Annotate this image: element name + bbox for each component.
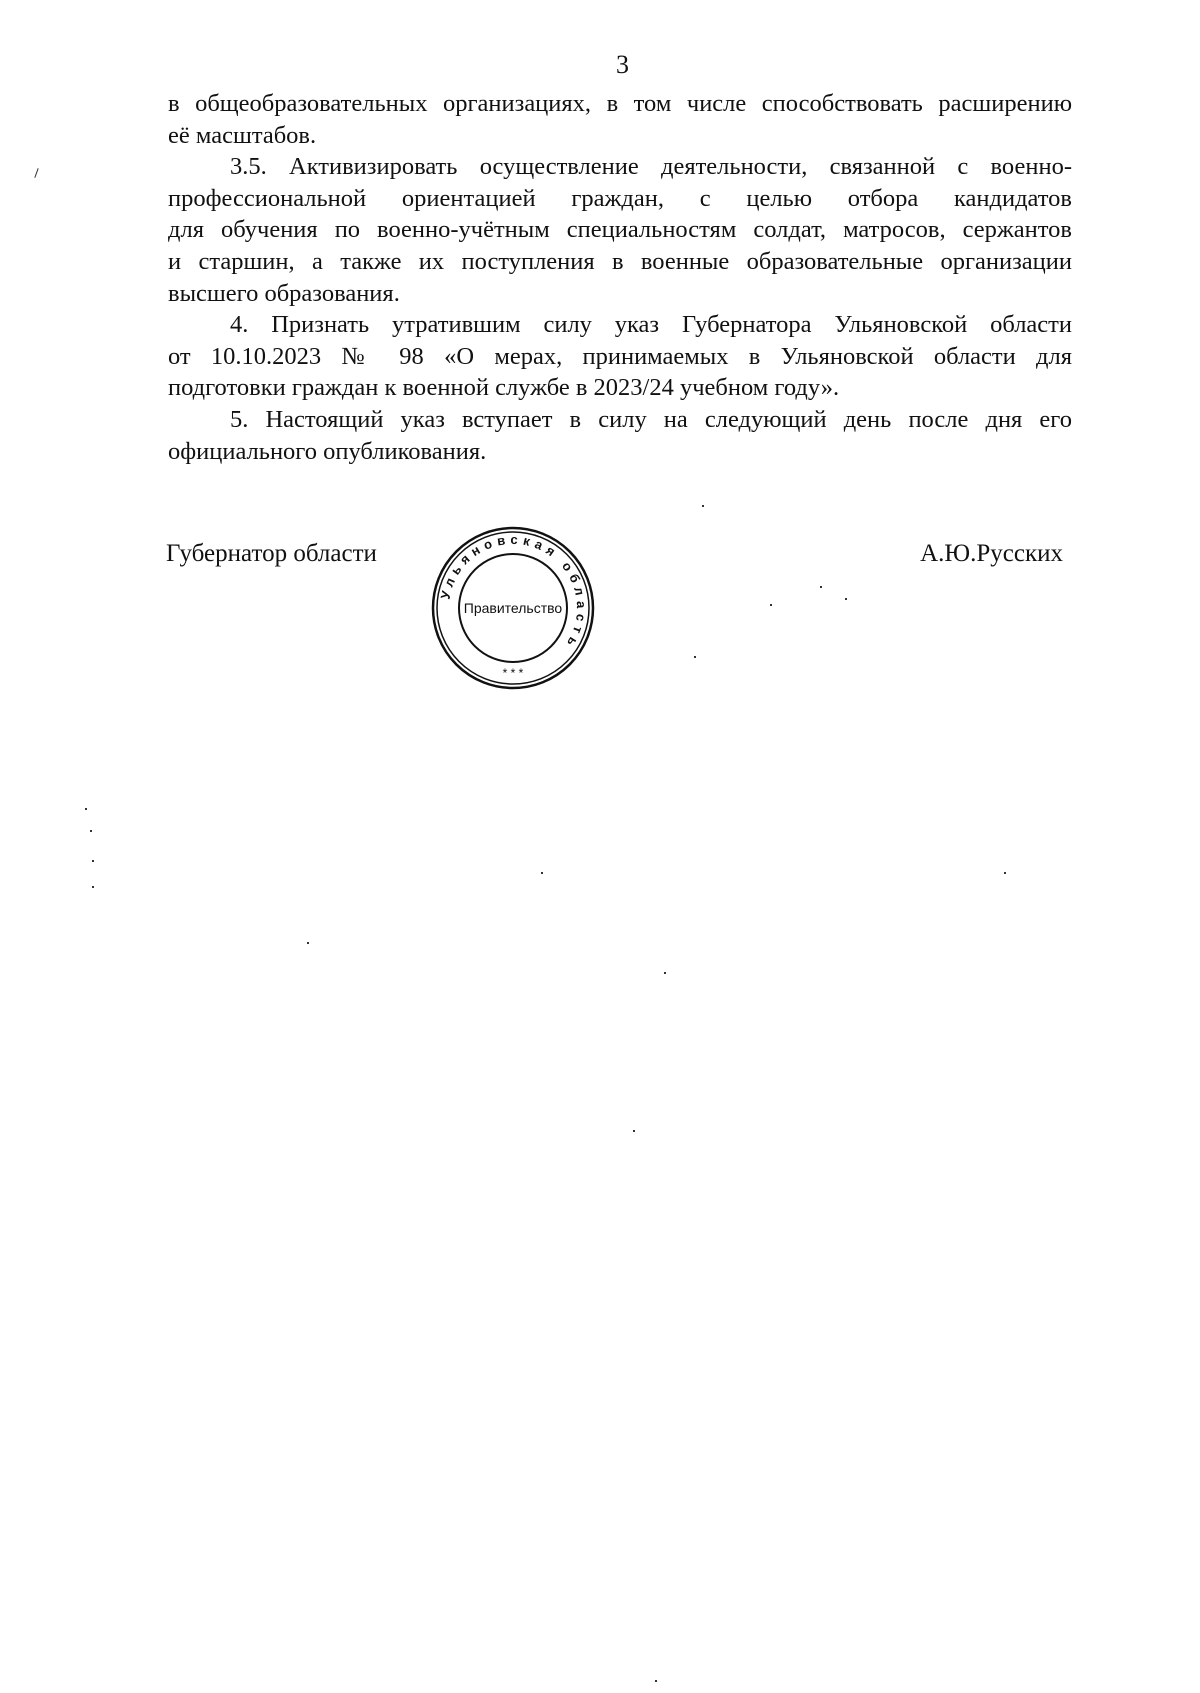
paragraph-4	[168, 309, 1072, 404]
scan-speck	[34, 168, 38, 178]
scan-speck	[1004, 872, 1006, 874]
scan-speck	[307, 942, 309, 944]
seal-stars: * * *	[502, 666, 524, 680]
text-line: от 10.10.2023 № 98 «О мерах, принимаемых в Ульяновской области для	[168, 342, 1072, 370]
scan-speck	[820, 586, 822, 588]
paragraph-continuation	[168, 88, 1072, 151]
scan-speck	[664, 972, 666, 974]
text-line: профессиональной ориентацией граждан, с целью отбора кандидатов	[168, 184, 1072, 212]
text-line: официального опубликования.	[168, 437, 487, 465]
seal-center-text: Правительство	[463, 600, 563, 616]
scan-speck	[541, 872, 543, 874]
paragraph-5	[168, 404, 1072, 467]
seal-ring-text: Ульяновская область	[437, 531, 590, 654]
scan-speck	[770, 604, 772, 606]
scan-speck	[655, 1680, 657, 1682]
official-seal	[430, 525, 596, 691]
scan-speck	[92, 886, 94, 888]
scan-speck	[90, 830, 92, 832]
text-line: 3.5. Активизировать осуществление деятельности, связанной с военно-	[230, 153, 1072, 181]
signatory-name: А.Ю.Русских	[920, 540, 1063, 567]
text-line: для обучения по военно-учётным специальностям солдат, матросов, сержантов	[168, 216, 1072, 244]
scan-speck	[633, 1130, 635, 1132]
document-body	[168, 88, 1072, 467]
scan-speck	[92, 860, 94, 862]
scan-speck	[694, 656, 696, 658]
text-line: её масштабов.	[168, 121, 317, 149]
text-line: подготовки граждан к военной службе в 2023/24 учебном году».	[168, 374, 840, 402]
scan-speck	[85, 808, 87, 810]
text-line: 4. Признать утратившим силу указ Губернатора Ульяновской области	[230, 311, 1072, 339]
text-line: в общеобразовательных организациях, в том числе способствовать расширению	[168, 90, 1072, 117]
scan-speck	[702, 505, 704, 507]
signatory-position: Губернатор области	[166, 540, 377, 567]
page-number: 3	[616, 50, 629, 79]
scan-speck	[845, 598, 847, 600]
text-line: 5. Настоящий указ вступает в силу на следующий день после дня его	[230, 405, 1072, 433]
text-line: и старшин, а также их поступления в военные образовательные организации	[168, 247, 1072, 275]
paragraph-3-5	[168, 151, 1072, 309]
text-line: высшего образования.	[168, 279, 400, 307]
